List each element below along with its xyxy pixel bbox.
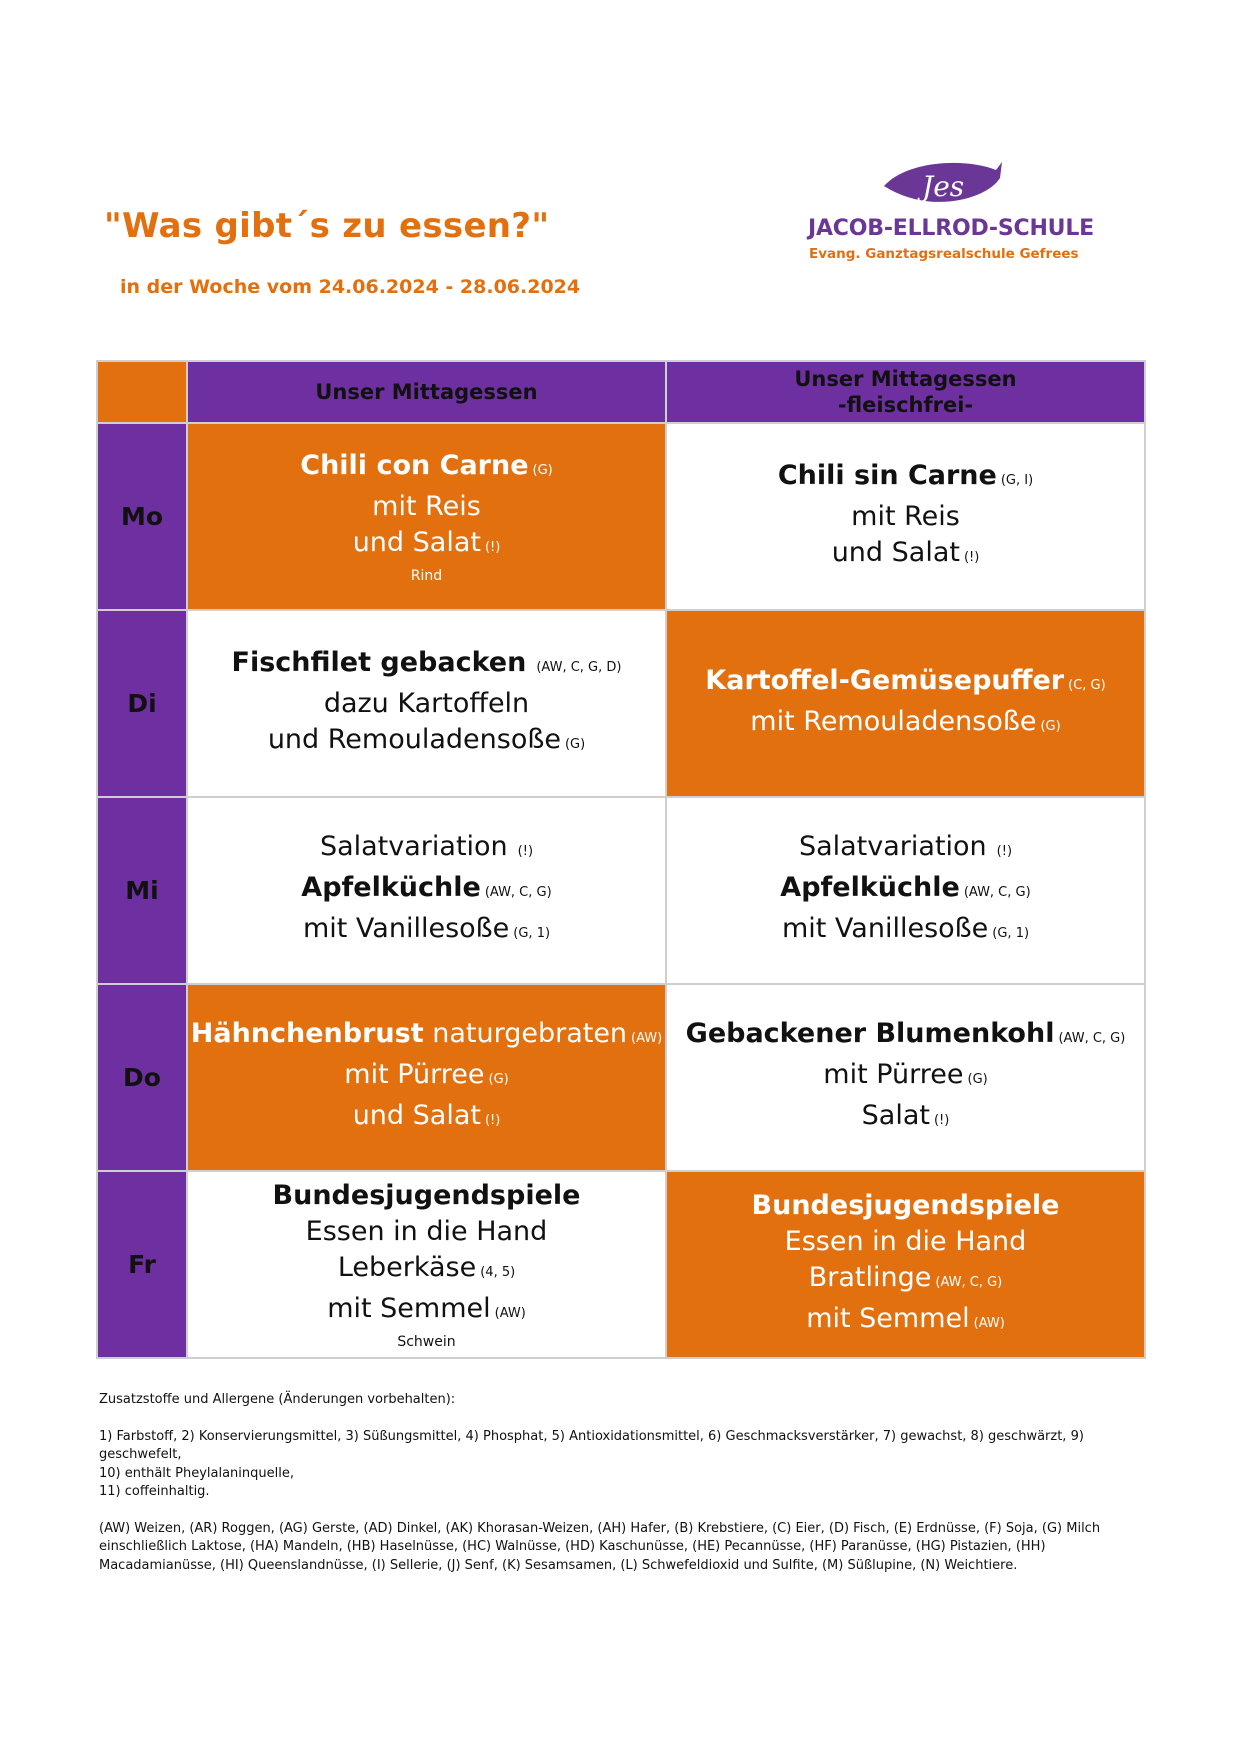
meat-note: Schwein bbox=[397, 1333, 456, 1350]
day-label: Mi bbox=[97, 797, 187, 984]
day-row-mo bbox=[97, 423, 1145, 610]
menu-cell-standard: Bundesjugendspiele Essen in die Hand Leberkäse (4, 5) mit Semmel (AW) Schwein bbox=[187, 1171, 666, 1358]
week-range: in der Woche vom 24.06.2024 - 28.06.2024 bbox=[120, 276, 581, 298]
allergen-notes bbox=[99, 1391, 1149, 1575]
menu-cell-meat-free: Gebackener Blumenkohl (AW, C, G) mit Pürree (G) Salat (!) bbox=[666, 984, 1145, 1171]
additives-line-1: 1) Farbstoff, 2) Konservierungsmittel, 3) Süßungsmittel, 4) Phosphat, 5) Antioxidationsmittel, 6) Geschmacksverstärker, 7) gewachst, 8) geschwärzt, 9) geschwefelt, bbox=[99, 1428, 1084, 1462]
day-label: Do bbox=[97, 984, 187, 1171]
header-standard-menu: Unser Mittagessen bbox=[187, 361, 666, 423]
day-label: Di bbox=[97, 610, 187, 797]
fish-logo-icon bbox=[878, 158, 1006, 214]
menu-cell-standard: Hähnchenbrust naturgebraten (AW) mit Pürree (G) und Salat (!) bbox=[187, 984, 666, 1171]
school-name: JACOB-ELLROD-SCHULE bbox=[808, 216, 1094, 241]
header-corner-cell bbox=[97, 361, 187, 423]
school-logo bbox=[800, 158, 1094, 268]
page-title: "Was gibt´s zu essen?" bbox=[104, 206, 550, 246]
day-row-di bbox=[97, 610, 1145, 797]
school-tagline: Evang. Ganztagsrealschule Gefrees bbox=[809, 246, 1079, 262]
menu-cell-meat-free: Bundesjugendspiele Essen in die Hand Bratlinge (AW, C, G) mit Semmel (AW) bbox=[666, 1171, 1145, 1358]
menu-cell-meat-free: Kartoffel-Gemüsepuffer (C, G) mit Remouladensoße (G) bbox=[666, 610, 1145, 797]
day-row-fr bbox=[97, 1171, 1145, 1358]
menu-table bbox=[96, 360, 1146, 1359]
menu-cell-meat-free: Salatvariation (!) Apfelküchle (AW, C, G) mit Vanillesoße (G, 1) bbox=[666, 797, 1145, 984]
additives-line-3: 11) coffeinhaltig. bbox=[99, 1484, 210, 1499]
additives-line-2: 10) enthält Pheylalaninquelle, bbox=[99, 1465, 294, 1481]
notes-heading: Zusatzstoffe und Allergene (Änderungen vorbehalten): bbox=[99, 1392, 456, 1407]
logo-mark-text: Jes bbox=[922, 170, 965, 203]
day-label: Fr bbox=[97, 1171, 187, 1358]
menu-cell-standard: Chili con Carne (G) mit Reis und Salat (!) Rind bbox=[187, 423, 666, 610]
menu-cell-standard: Fischfilet gebacken (AW, C, G, D) dazu Kartoffeln und Remouladensoße (G) bbox=[187, 610, 666, 797]
menu-cell-standard: Salatvariation (!) Apfelküchle (AW, C, G) mit Vanillesoße (G, 1) bbox=[187, 797, 666, 984]
day-row-do bbox=[97, 984, 1145, 1171]
day-label: Mo bbox=[97, 423, 187, 610]
header-meat-free-menu: Unser Mittagessen -fleischfrei- bbox=[666, 361, 1145, 423]
table-header-row bbox=[97, 361, 1145, 423]
meat-note: Rind bbox=[410, 567, 443, 584]
day-row-mi bbox=[97, 797, 1145, 984]
menu-cell-meat-free: Chili sin Carne (G, I) mit Reis und Salat (!) bbox=[666, 423, 1145, 610]
allergen-list: (AW) Weizen, (AR) Roggen, (AG) Gerste, (AD) Dinkel, (AK) Khorasan-Weizen, (AH) Hafer, (B) Krebstiere, (C) Eier, (D) Fisch, (E) Erdnüsse, (F) Soja, (G) Milch einschließlich Laktose, (HA) Mandeln, (HB) Haselnüsse, (HC) Walnüsse, (HD) Kaschunüsse, (HE) Pecannüsse, (HF) Paranüsse, (HG) Pistazien, (HH) Macadamianüsse, (HI) Queenslandnüsse, (I) Sellerie, (J) Senf, (K) Sesamsamen, (L) Schwefeldioxid und Sulfite, (M) Süßlupine, (N) Weichtiere. bbox=[99, 1520, 1101, 1573]
